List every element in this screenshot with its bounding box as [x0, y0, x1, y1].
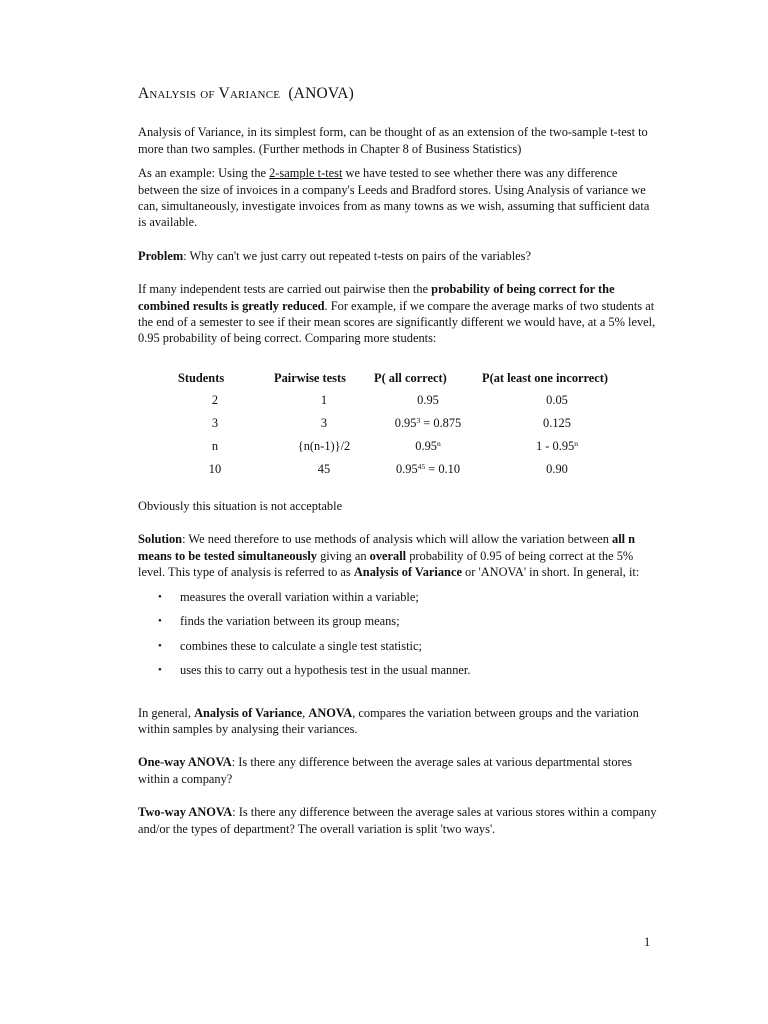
cell-p-at-least-one-incorrect: 0.05: [546, 393, 568, 408]
list-item: • measures the overall variation within a variable;: [158, 589, 419, 604]
table-header-row: [178, 367, 632, 389]
table-row: [178, 412, 632, 435]
cell-students: n: [211, 439, 219, 454]
list-item: • combines these to calculate a single test statistic;: [158, 638, 422, 653]
header-pairwise-tests: Pairwise tests: [274, 370, 346, 385]
document-page: [138, 86, 658, 837]
bullet-icon: •: [158, 639, 162, 652]
cell-p-all-correct: 0.95: [417, 393, 439, 408]
cell-p-at-least-one-incorrect: 1 - 0.95$^n$: [536, 439, 578, 454]
explanation-paragraph: [138, 281, 658, 347]
page-number: 1: [644, 935, 651, 949]
cell-p-all-correct: $0.95^{45} = 0.10$: [395, 462, 461, 477]
bullet-icon: •: [158, 590, 162, 603]
explanation-bold: probability of being correct for the combined results is greatly reduced: [138, 282, 615, 313]
table-row: [178, 458, 632, 481]
cell-p-at-least-one-incorrect: 0.90: [546, 462, 568, 477]
bullet-list: [138, 589, 658, 687]
cell-students: 10: [208, 462, 222, 477]
table-row: [178, 435, 632, 458]
header-students: Students: [178, 370, 225, 385]
bullet-icon: •: [158, 615, 162, 627]
table-row: [178, 389, 632, 412]
one-way-paragraph: One-way ANOVA: Is there any difference between the average sales at various departmental stores within a company?: [138, 755, 632, 786]
list-item: • finds the variation between its group means;: [158, 614, 400, 628]
general-paragraph: In general, Analysis of Variance, ANOVA, compares the variation between groups and the variation within samples by analysing their variances.: [138, 705, 639, 736]
header-p-all-correct: P( all correct): [374, 370, 447, 385]
title-abbr: (ANOVA): [288, 85, 355, 102]
solution-label: Solution: [138, 532, 183, 547]
example-text-start: As an example: Using the: [138, 166, 270, 181]
cell-p-all-correct: 0.95$^n$: [415, 439, 441, 454]
list-item: • uses this to carry out a hypothesis test in the usual manner.: [158, 663, 471, 677]
problem-label: Problem: [138, 248, 184, 263]
explanation-text-end: . For example, if we compare the average marks of two students at the end of a semester to see if their mean scores are significantly different we would have, at a 5% level, 0.95 probability of being correct. Comparing more students:: [138, 298, 656, 346]
intro-paragraph: Analysis of Variance, in its simplest form, can be thought of as an extension of the two-sample t-test to more than two samples. (Further methods in Chapter 8 of Business Statistics): [138, 125, 648, 156]
header-p-at-least-one-incorrect: P(at least one incorrect): [482, 370, 609, 385]
cell-p-at-least-one-incorrect: 0.125: [543, 416, 571, 431]
page-title: [138, 86, 658, 102]
two-way-label: Two-way ANOVA: [138, 805, 233, 820]
cell-students: 3: [211, 416, 219, 431]
pairwise-tests-table: [178, 367, 632, 481]
cell-pairwise-tests: 1: [320, 393, 328, 408]
cell-p-all-correct: $0.95^3 = 0.875$: [394, 416, 462, 431]
one-way-label: One-way ANOVA: [138, 755, 232, 770]
cell-students: 2: [211, 393, 219, 408]
problem-paragraph: [138, 248, 658, 264]
title-main: Analysis of Variance: [138, 85, 281, 102]
explanation-text-start: If many independent tests are carried out pairwise then the: [138, 282, 432, 297]
example-paragraph: [138, 165, 658, 231]
obvious-paragraph: Obviously this situation is not acceptable: [138, 498, 343, 513]
cell-pairwise-tests: {n(n-1)}/2: [297, 439, 351, 454]
cell-pairwise-tests: 3: [320, 416, 328, 431]
example-text-end: we have tested to see whether there was any difference between the size of invoices in a company's Leeds and Bradford stores. Using Analysis of variance we can, simultaneously, investigate invoices from as many towns as we wish, assuming that sufficient data is available.: [138, 166, 650, 230]
solution-paragraph: Solution: We need therefore to use methods of analysis which will allow the variation between all n means to be tested simultaneously giving an overall probability of 0.95 of being correct at the 5% level. This type of analysis is referred to as Analysis of Variance or 'ANOVA' in short. In general, it:: [138, 532, 640, 580]
two-sample-t-test-link[interactable]: 2-sample t-test: [269, 166, 343, 181]
bullet-icon: •: [158, 664, 162, 676]
problem-text: : Why can't we just carry out repeated t-tests on pairs of the variables?: [183, 248, 531, 263]
two-way-paragraph: Two-way ANOVA: Is there any difference between the average sales at various stores within a company and/or the types of department? The overall variation is split 'two ways'.: [138, 805, 657, 836]
cell-pairwise-tests: 45: [317, 462, 331, 477]
